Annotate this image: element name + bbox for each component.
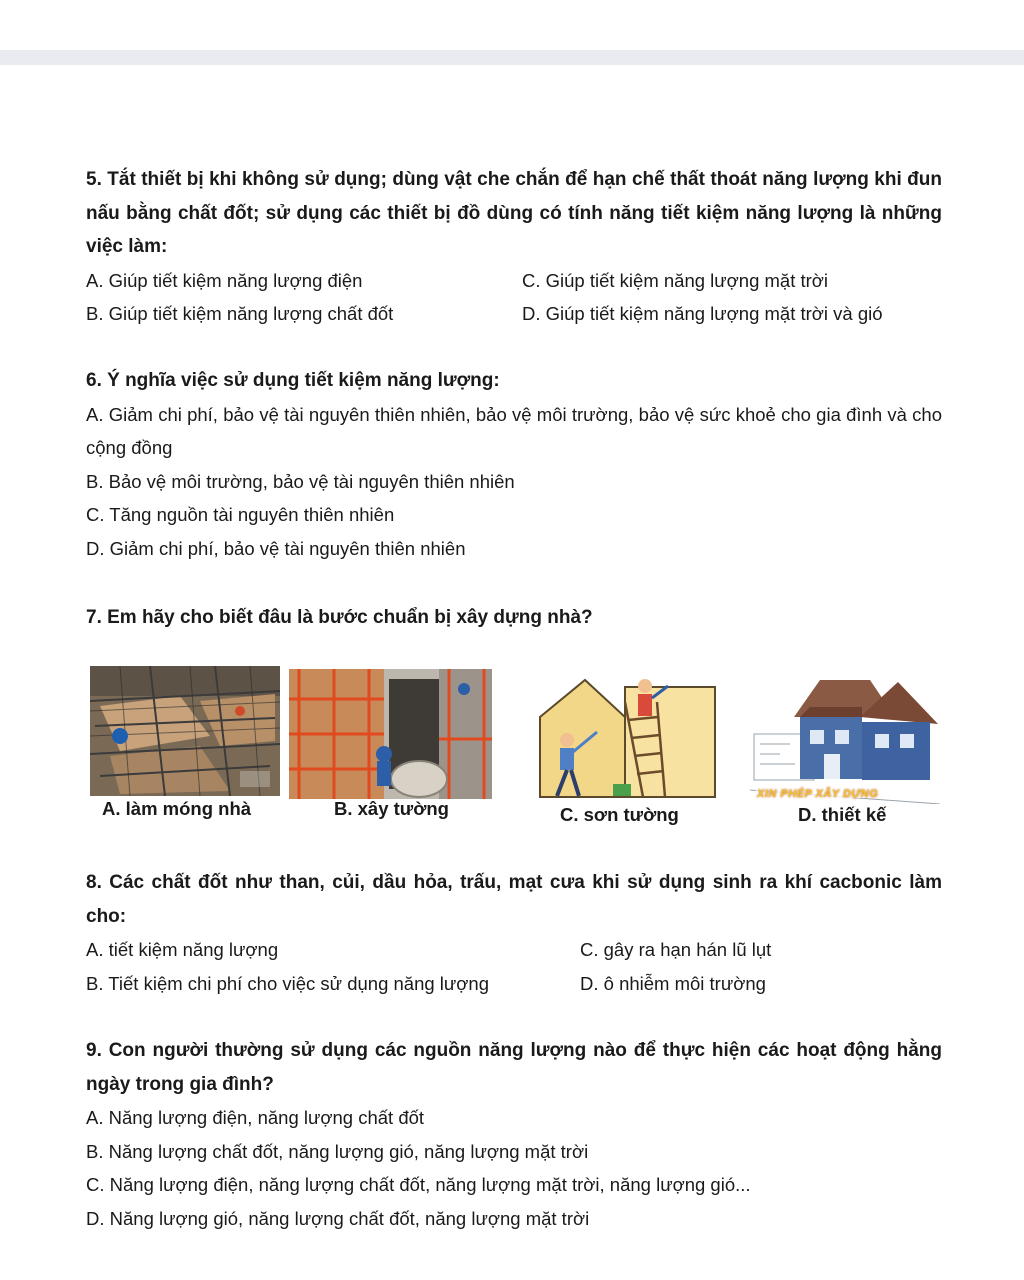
- question-8-options: [86, 933, 942, 1000]
- question-9-title: 9. Con người thường sử dụng các nguồn năng lượng nào để thực hiện các hoạt động hằng ngày trong gia đình?: [86, 1040, 942, 1095]
- question-7-title: 7. Em hãy cho biết đâu là bước chuẩn bị xây dựng nhà?: [86, 607, 593, 628]
- option-c[interactable]: C. Năng lượng điện, năng lượng chất đốt, năng lượng mặt trời, năng lượng gió...: [86, 1174, 751, 1195]
- wall-painting-image[interactable]: [505, 672, 729, 804]
- option-c[interactable]: C. gây ra hạn hán lũ lụt: [580, 939, 772, 960]
- option-a[interactable]: A. Năng lượng điện, năng lượng chất đốt: [86, 1107, 425, 1128]
- question-8-title: 8. Các chất đốt như than, củi, dầu hỏa, trấu, mạt cưa khi sử dụng sinh ra khí cacbonic làm cho:: [86, 872, 942, 927]
- option-d[interactable]: D. ô nhiễm môi trường: [580, 972, 766, 994]
- option-a[interactable]: A. Giảm chi phí, bảo vệ tài nguyên thiên nhiên, bảo vệ môi trường, bảo vệ sức khoẻ cho gia đình và cho cộng đồng: [86, 403, 942, 458]
- question-5-title: 5. Tắt thiết bị khi không sử dụng; dùng vật che chắn để hạn chế thất thoát năng lượng khi đun nấu bằng chất đốt; sử dụng các thiết bị đồ dùng có tính năng tiết kiệm năng lượng là những việc làm:: [86, 169, 942, 257]
- watermark-text: XIN PHÉP XÂY DỰNG: [757, 788, 879, 800]
- caption-d: D. thiết kế: [798, 804, 887, 825]
- caption-c: C. sơn tường: [560, 804, 679, 825]
- option-b[interactable]: B. Tiết kiệm chi phí cho việc sử dụng năng lượng: [86, 972, 489, 994]
- option-d[interactable]: D. Năng lượng gió, năng lượng chất đốt, năng lượng mặt trời: [86, 1207, 590, 1229]
- question-9: [86, 1034, 942, 1235]
- option-c[interactable]: C. Giúp tiết kiệm năng lượng mặt trời: [522, 269, 829, 291]
- caption-b: B. xây tường: [334, 798, 449, 819]
- option-d[interactable]: D. Giúp tiết kiệm năng lượng mặt trời và gió: [522, 303, 883, 324]
- option-b[interactable]: B. Giúp tiết kiệm năng lượng chất đốt: [86, 303, 394, 324]
- question-5: [86, 163, 942, 331]
- wall-building-image[interactable]: [289, 669, 492, 799]
- top-band: [0, 50, 1024, 65]
- question-6: [86, 364, 942, 565]
- option-a[interactable]: A. Giúp tiết kiệm năng lượng điện: [86, 269, 363, 291]
- question-6-title: 6. Ý nghĩa việc sử dụng tiết kiệm năng lượng:: [86, 370, 500, 391]
- question-8: [86, 866, 942, 1000]
- option-b[interactable]: B. Năng lượng chất đốt, năng lượng gió, năng lượng mặt trời: [86, 1140, 589, 1162]
- question-7: [86, 601, 942, 635]
- question-5-options: [86, 264, 942, 331]
- option-a[interactable]: A. tiết kiệm năng lượng: [86, 939, 279, 960]
- option-b[interactable]: B. Bảo vệ môi trường, bảo vệ tài nguyên thiên nhiên: [86, 470, 515, 492]
- caption-a: A. làm móng nhà: [102, 798, 252, 819]
- question-7-images: [0, 664, 1024, 834]
- option-c[interactable]: C. Tăng nguồn tài nguyên thiên nhiên: [86, 504, 395, 525]
- house-design-image[interactable]: [750, 672, 940, 804]
- option-d[interactable]: D. Giảm chi phí, bảo vệ tài nguyên thiên nhiên: [86, 537, 466, 559]
- foundation-image[interactable]: [90, 666, 280, 796]
